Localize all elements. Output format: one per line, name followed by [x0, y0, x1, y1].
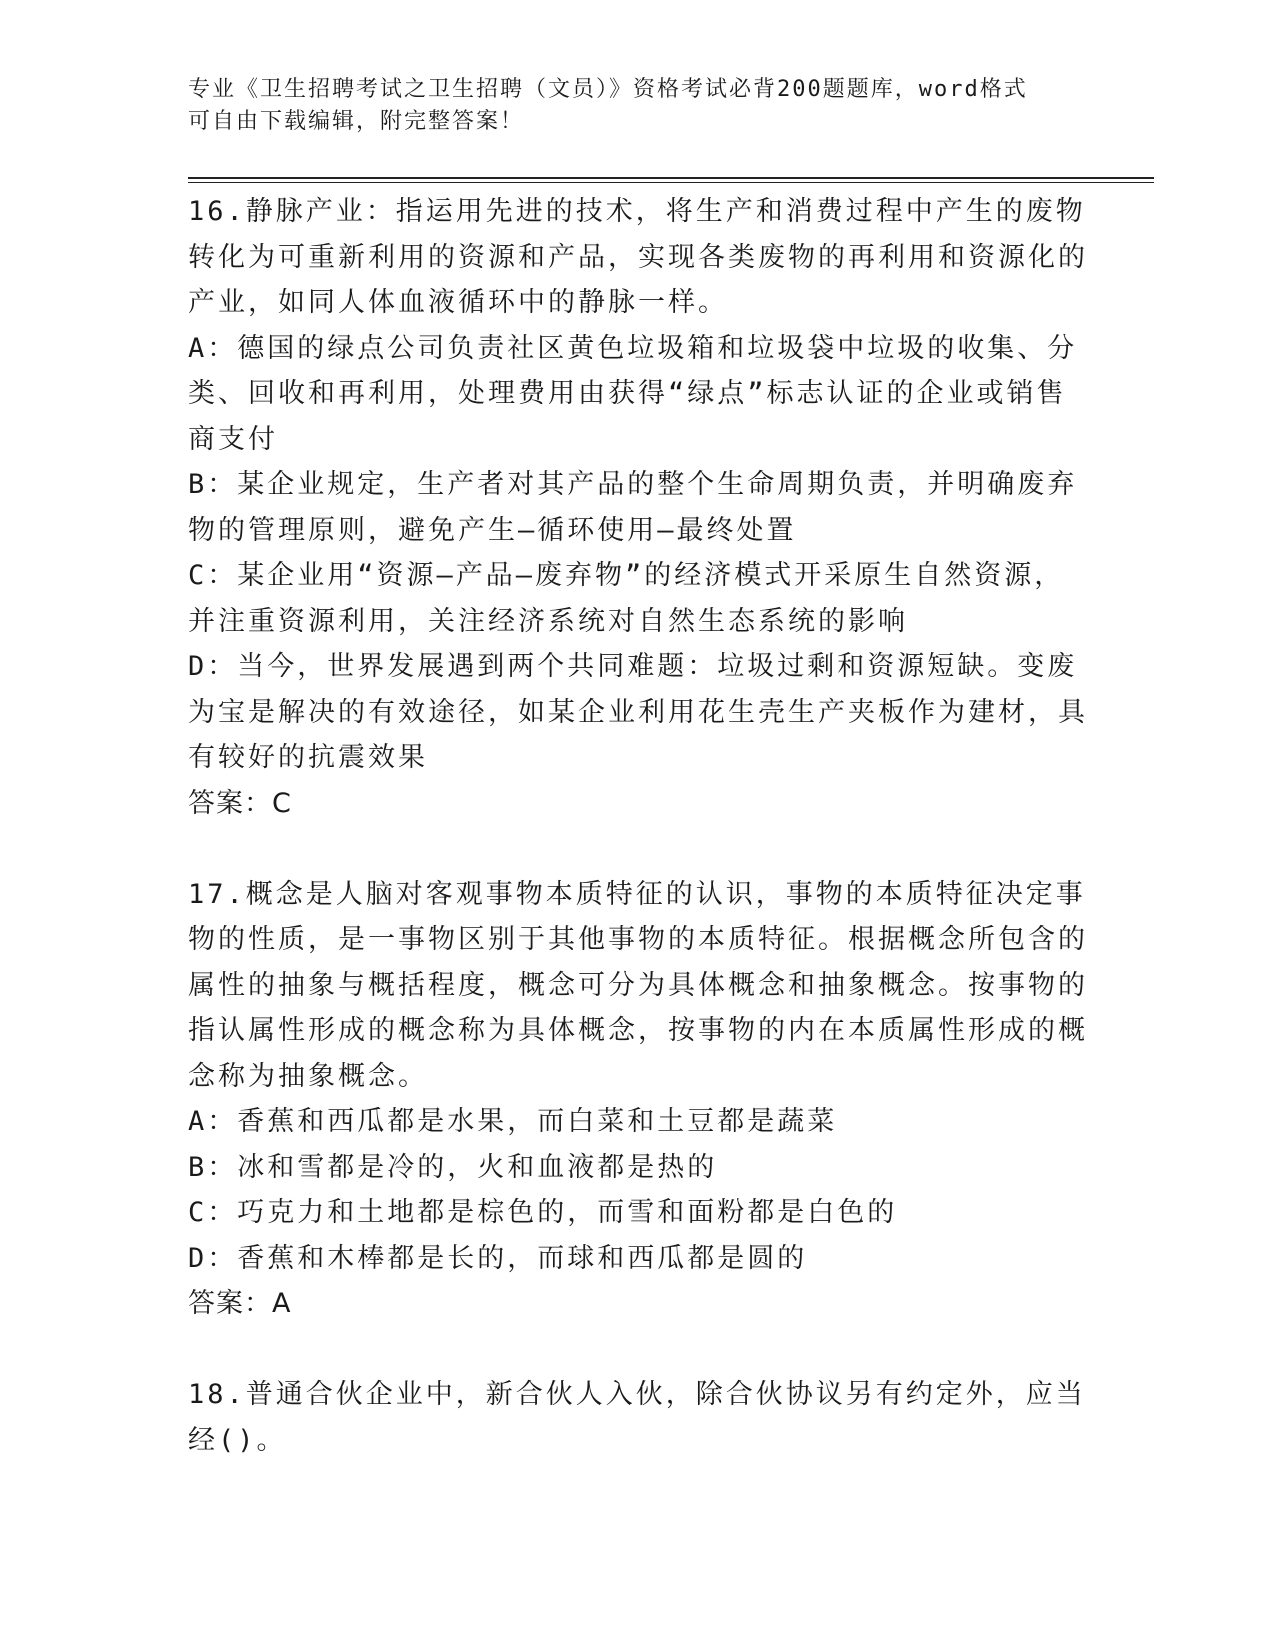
answer: 答案：C — [188, 787, 292, 819]
option-a: A：德国的绿点公司负责社区黄色垃圾箱和垃圾袋中垃圾的收集、分类、回收和再利用，处理费用由获得“绿点”标志认证的企业或销售商支付 — [188, 332, 1078, 455]
question-17 — [188, 872, 1088, 1327]
question-stem: 16.静脉产业：指运用先进的技术，将生产和消费过程中产生的废物转化为可重新利用的资源和产品，实现各类废物的再利用和资源化的产业，如同人体血液循环中的静脉一样。 — [188, 196, 1088, 318]
question-stem: 17.概念是人脑对客观事物本质特征的认识，事物的本质特征决定事物的性质，是一事物区别于其他事物的本质特征。根据概念所包含的属性的抽象与概括程度，概念可分为具体概念和抽象概念。按事物的指认属性形成的概念称为具体概念，按事物的内在本质属性形成的概念称为抽象概念。 — [188, 878, 1088, 1092]
option-d: D：香蕉和木棒都是长的，而球和西瓜都是圆的 — [188, 1242, 808, 1274]
document-header — [188, 74, 1088, 138]
header-line-2: 可自由下载编辑，附完整答案！ — [188, 109, 525, 134]
question-spacer — [188, 1327, 1088, 1373]
option-c: C：巧克力和土地都是棕色的，而雪和面粉都是白色的 — [188, 1197, 898, 1228]
header-divider-thick — [188, 177, 1154, 179]
header-line-1: 专业《卫生招聘考试之卫生招聘（文员）》资格考试必背200题题库，word格式 — [188, 77, 1028, 102]
option-d: D：当今，世界发展遇到两个共同难题：垃圾过剩和资源短缺。变废为宝是解决的有效途径，如某企业利用花生壳生产夹板作为建材，具有较好的抗震效果 — [188, 651, 1088, 773]
answer: 答案：A — [188, 1288, 292, 1319]
question-stem: 18.普通合伙企业中，新合伙人入伙，除合伙协议另有约定外，应当经()。 — [188, 1379, 1086, 1456]
option-b: B：某企业规定，生产者对其产品的整个生命周期负责，并明确废弃物的管理原则，避免产生—循环使用—最终处置 — [188, 469, 1078, 546]
option-b: B：冰和雪都是冷的，火和血液都是热的 — [188, 1151, 718, 1183]
question-16 — [188, 189, 1088, 826]
question-spacer — [188, 826, 1088, 872]
option-a: A：香蕉和西瓜都是水果，而白菜和土豆都是蔬菜 — [188, 1106, 838, 1137]
header-divider-thin — [188, 182, 1154, 183]
question-18 — [188, 1372, 1088, 1463]
option-c: C：某企业用“资源—产品—废弃物”的经济模式开采原生自然资源，并注重资源利用，关注经济系统对自然生态系统的影响 — [188, 560, 1065, 637]
question-list — [188, 189, 1088, 1463]
